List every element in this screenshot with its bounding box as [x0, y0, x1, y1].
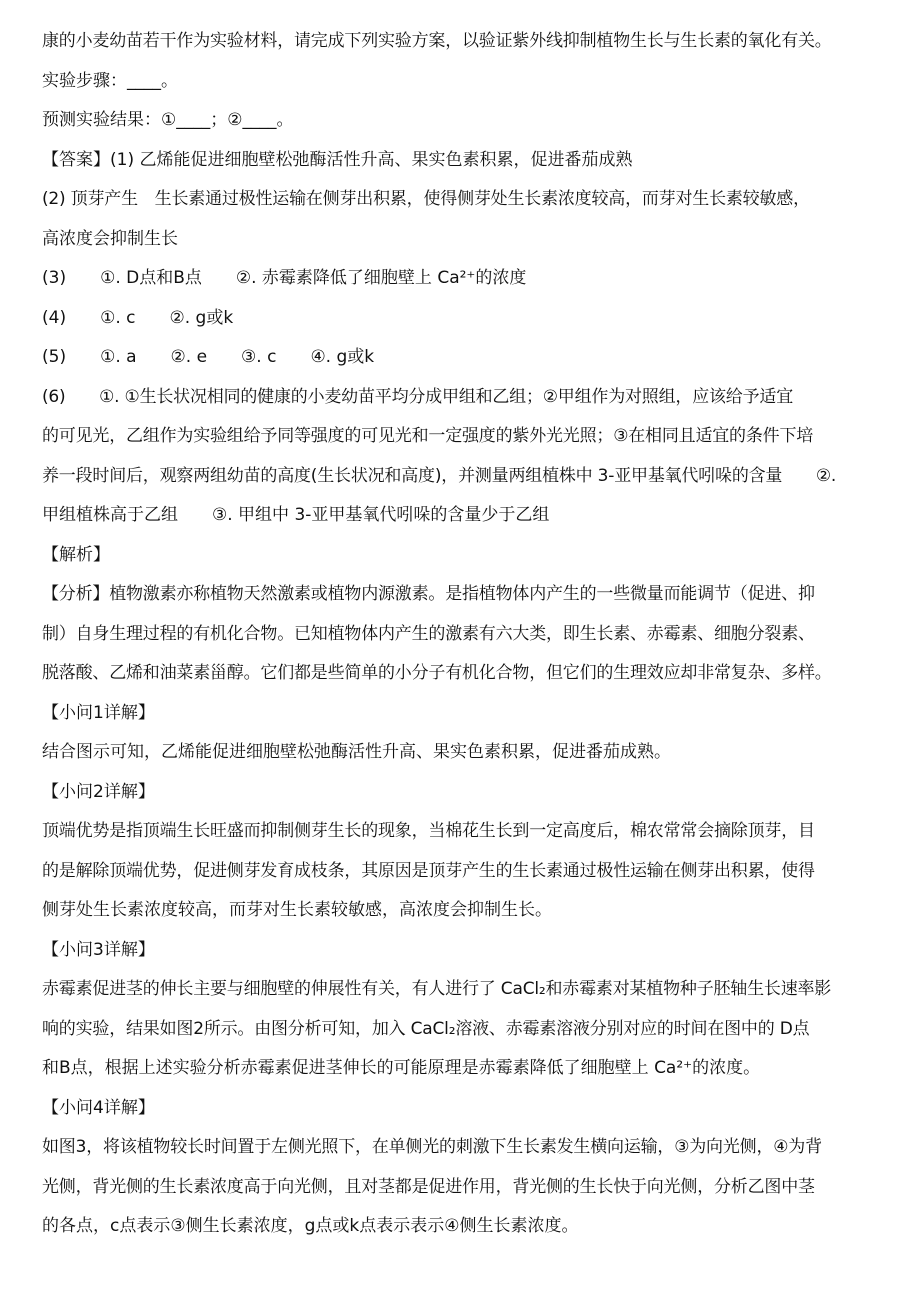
- text-line: 响的实验，结果如图2所示。由图分析可知，加入 CaCl₂溶液、赤霉素溶液分别对应的时间在图中的 D点: [42, 1018, 810, 1039]
- text-line: 康的小麦幼苗若干作为实验材料，请完成下列实验方案，以验证紫外线抑制植物生长与生长素的氧化有关。: [42, 31, 832, 51]
- subquestion-heading: 【小问1详解】: [42, 702, 155, 723]
- text-line: 结合图示可知，乙烯能促进细胞壁松弛酶活性升高、果实色素积累，促进番茄成熟。: [42, 742, 671, 762]
- text-line: (2) 顶芽产生 生长素通过极性运输在侧芽出积累，使得侧芽处生长素浓度较高，而芽对生长素较敏感，: [42, 189, 810, 209]
- text-line: (6) ①. ①生长状况相同的健康的小麦幼苗平均分成甲组和乙组；②甲组作为对照组，应该给予适宜: [42, 386, 794, 407]
- text-line: 和B点，根据上述实验分析赤霉素促进茎伸长的可能原理是赤霉素降低了细胞壁上 Ca²⁺的浓度。: [42, 1058, 761, 1078]
- text-line: 制）自身生理过程的有机化合物。已知植物体内产生的激素有六大类，即生长素、赤霉素、细胞分裂素、: [42, 623, 815, 644]
- answer-heading-line: 【答案】(1) 乙烯能促进细胞壁松弛酶活性升高、果实色素积累，促进番茄成熟: [42, 149, 633, 170]
- analysis-heading: 【解析】: [42, 544, 110, 565]
- text-line: 实验步骤：____。: [42, 70, 178, 91]
- text-line: 侧芽处生长素浓度较高，而芽对生长素较敏感，高浓度会抑制生长。: [42, 900, 552, 920]
- text-line: 的各点，c点表示③侧生长素浓度，g点或k点表示表示④侧生长素浓度。: [42, 1216, 579, 1236]
- text-line: 的可见光，乙组作为实验组给予同等强度的可见光和一定强度的紫外光光照；③在相同且适宜的条件下培: [42, 426, 814, 446]
- text-line: 顶端优势是指顶端生长旺盛而抑制侧芽生长的现象，当棉花生长到一定高度后，棉农常常会摘除顶芽，目: [42, 821, 815, 841]
- text-line: 脱落酸、乙烯和油菜素甾醇。它们都是些简单的小分子有机化合物，但它们的生理效应却非常复杂、多样。: [42, 663, 832, 683]
- text-line: (3) ①. D点和B点 ②. 赤霉素降低了细胞壁上 Ca²⁺的浓度: [42, 268, 527, 288]
- text-line: (4) ①. c ②. g或k: [42, 307, 234, 328]
- text-line: 【分析】植物激素亦称植物天然激素或植物内源激素。是指植物体内产生的一些微量而能调节（促进、抑: [42, 584, 815, 604]
- subquestion-heading: 【小问4详解】: [42, 1097, 155, 1118]
- subquestion-heading: 【小问3详解】: [42, 939, 155, 960]
- text-line: (5) ①. a ②. e ③. c ④. g或k: [42, 347, 375, 367]
- text-line: 的是解除顶端优势，促进侧芽发育成枝条，其原因是顶芽产生的生长素通过极性运输在侧芽出积累，使得: [42, 860, 815, 881]
- text-line: 赤霉素促进茎的伸长主要与细胞壁的伸展性有关，有人进行了 CaCl₂和赤霉素对某植物种子胚轴生长速率影: [42, 979, 832, 999]
- text-line: 养一段时间后，观察两组幼苗的高度(生长状况和高度)，并测量两组植株中 3-亚甲基氧代吲哚的含量 ②.: [42, 465, 837, 486]
- subquestion-heading: 【小问2详解】: [42, 781, 155, 802]
- text-line: 如图3，将该植物较长时间置于左侧光照下，在单侧光的刺激下生长素发生横向运输，③为向光侧，④为背: [42, 1137, 822, 1157]
- text-line: 预测实验结果：①____；②____。: [42, 110, 294, 130]
- text-line: 甲组植株高于乙组 ③. 甲组中 3-亚甲基氧代吲哚的含量少于乙组: [42, 505, 550, 525]
- text-line: 光侧，背光侧的生长素浓度高于向光侧，且对茎都是促进作用，背光侧的生长快于向光侧，分析乙图中茎: [42, 1176, 815, 1197]
- text-line: 高浓度会抑制生长: [42, 228, 178, 249]
